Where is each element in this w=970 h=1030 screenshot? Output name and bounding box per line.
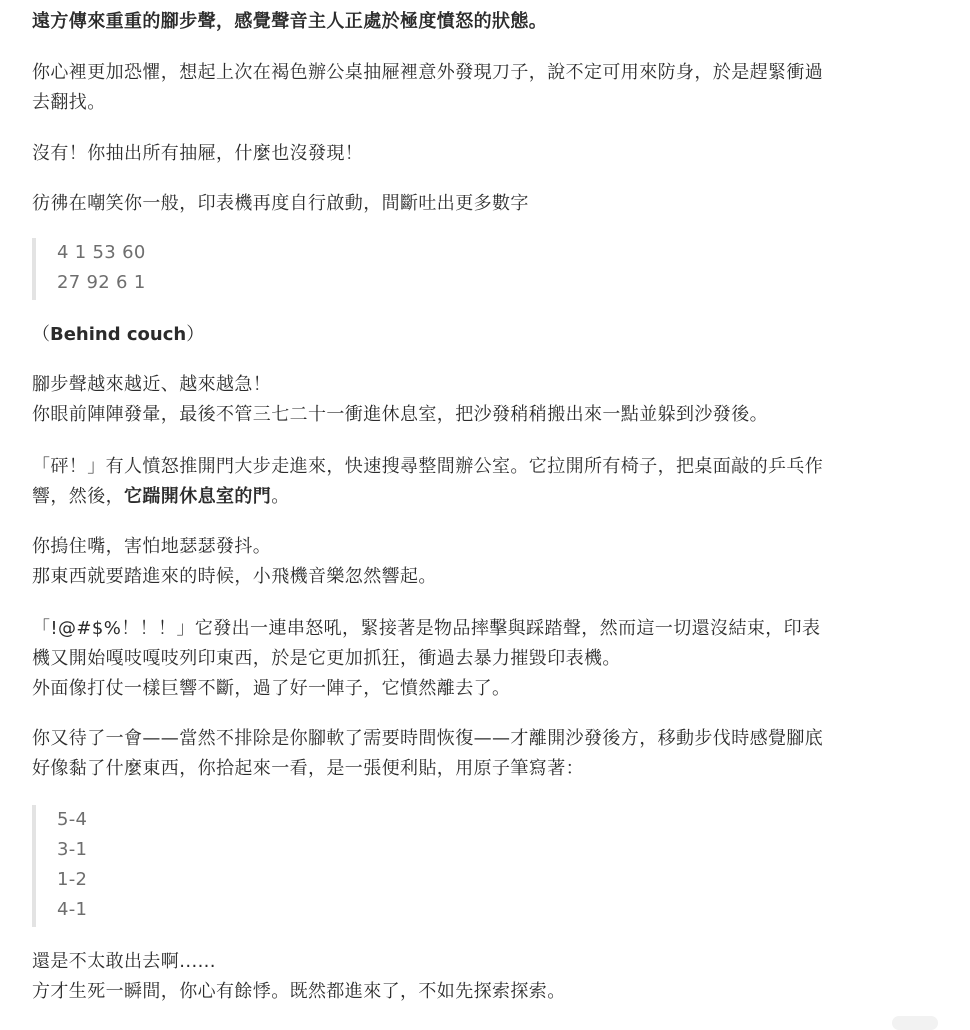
text-line: 那東西就要踏進來的時候，小飛機音樂忽然響起。 xyxy=(32,566,437,587)
quote-line: 3-1 xyxy=(57,839,88,860)
heading-close-paren: ） xyxy=(186,324,205,345)
paragraph-footsteps xyxy=(32,7,547,37)
text-line: 你心裡更加恐懼，想起上次在褐色辦公桌抽屜裡意外發現刀子，說不定可用來防身，於是趕緊衝過 xyxy=(32,62,824,83)
paragraph-hide-couch xyxy=(32,370,768,430)
text-line: 外面像打仗一樣巨響不斷，過了好一陣子，它憤然離去了。 xyxy=(32,678,511,699)
heading-open-paren: （ xyxy=(32,324,50,345)
section-heading xyxy=(32,320,204,350)
text-line: 你又待了一會——當然不排除是你腳軟了需要時間恢復——才離開沙發後方，移動步伐時感覺腳底 xyxy=(32,728,824,749)
quote-line: 5-4 xyxy=(57,809,88,830)
text-line: 好像黏了什麼東西，你拾起來一看，是一張便利貼，用原子筆寫著： xyxy=(32,758,584,779)
quote-line: 1-2 xyxy=(57,869,88,890)
text-line: 還是不太敢出去啊...... xyxy=(32,951,216,972)
heading-title: Behind couch xyxy=(50,324,187,345)
text-line: 「!@#$%！！！」它發出一連串怒吼，緊接著是物品摔擊與踩踏聲，然而這一切還沒結束，印表 xyxy=(32,618,821,639)
text-line: 腳步聲越來越近、越來越急！ xyxy=(32,374,272,395)
text-line: 去翻找。 xyxy=(32,92,106,113)
blockquote-numbers xyxy=(32,238,146,300)
text-line: 機又開始嘎吱嘎吱列印東西，於是它更加抓狂，衝過去暴力摧毀印表機。 xyxy=(32,648,621,669)
text-fragment: 響，然後， xyxy=(32,486,124,507)
paragraph-rage xyxy=(32,614,820,704)
paragraph-explore xyxy=(32,947,566,1007)
text-line: 你眼前陣陣發暈，最後不管三七二十一衝進休息室，把沙發稍稍搬出來一點並躲到沙發後。 xyxy=(32,404,768,425)
paragraph-search-drawer xyxy=(32,58,823,118)
text-line: 沒有！你抽出所有抽屜，什麼也沒發現！ xyxy=(32,143,364,164)
paragraph-nothing-found xyxy=(32,139,363,169)
paragraph-sticky-note xyxy=(32,724,823,784)
paragraph-printer xyxy=(32,189,529,219)
quote-line: 4-1 xyxy=(57,899,88,920)
quote-line: 27 92 6 1 xyxy=(57,272,146,293)
text-line: 彷彿在嘲笑你一般，印表機再度自行啟動，間斷吐出更多數字 xyxy=(32,193,529,214)
paragraph-door-kick xyxy=(32,452,823,512)
bold-text: 它踹開休息室的門 xyxy=(124,486,272,507)
quote-line: 4 1 53 60 xyxy=(57,242,146,263)
text-line: 你摀住嘴，害怕地瑟瑟發抖。 xyxy=(32,536,272,557)
text-fragment: 。 xyxy=(271,486,290,507)
floating-widget-edge[interactable] xyxy=(892,1016,938,1030)
paragraph-trembling xyxy=(32,532,437,592)
text-line: 方才生死一瞬間，你心有餘悸。既然都進來了，不如先探索探索。 xyxy=(32,981,566,1002)
blockquote-note-codes xyxy=(32,805,87,927)
text-line: 「砰！」有人憤怒推開門大步走進來，快速搜尋整間辦公室。它拉開所有椅子，把桌面敲的乒乓作 xyxy=(32,456,824,477)
bold-text: 遠方傳來重重的腳步聲，感覺聲音主人正處於極度憤怒的狀態。 xyxy=(32,11,548,32)
